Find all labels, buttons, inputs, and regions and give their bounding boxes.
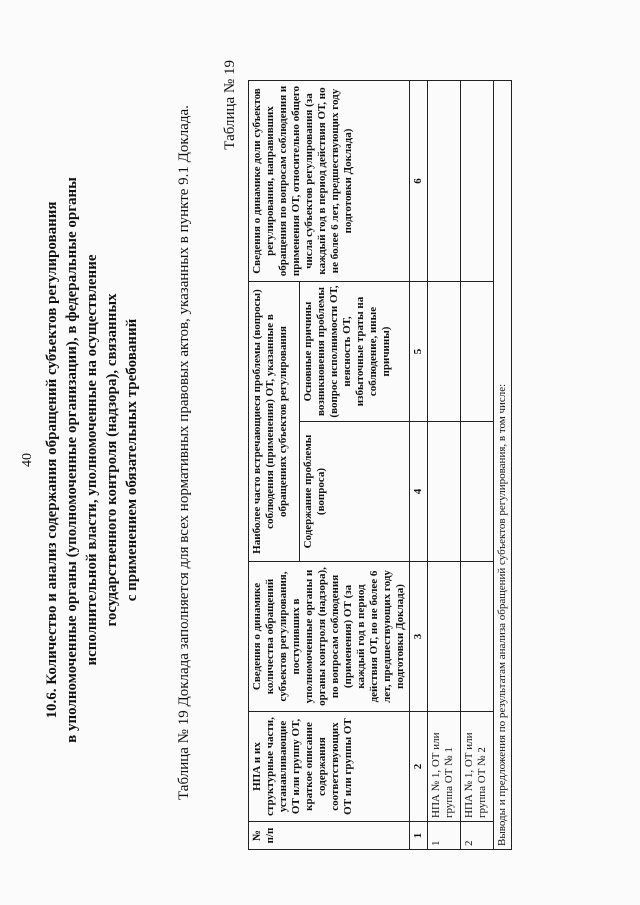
- table-cell: [461, 422, 494, 562]
- header-dynamics: Сведения о динамике количества обращений субъектов регулирования, поступивших в уполномоченные органы и органы контроля (надзора), по вопросам соблюдения (применения) ОТ (за каждый год в период действия ОТ, но не более 6 лет, предшествующих году подготовки Доклада): [249, 562, 410, 712]
- header-problem-causes: Основные причины возникновения проблемы (вопрос исполнимости ОТ, неясность ОТ, избыточные траты на соблюдение, иные причины): [299, 282, 409, 422]
- column-numbers-row: [410, 81, 428, 850]
- table-row: [428, 81, 461, 850]
- table-cell: [428, 422, 461, 562]
- heading-line: с применением обязательных требований: [124, 318, 140, 602]
- column-number: 2: [410, 712, 428, 822]
- header-problems-group: Наиболее часто встречающиеся проблемы (вопросы) соблюдения (применения) ОТ, указанные в обращениях субъектов регулирования: [249, 282, 300, 562]
- table-19: [248, 80, 512, 850]
- table-cell: [461, 81, 494, 282]
- heading-line: исполнительной власти, уполномоченные на осуществление: [84, 254, 100, 666]
- header-num: № п/п: [249, 822, 410, 850]
- table-cell: [428, 282, 461, 422]
- page-number: 40: [20, 453, 35, 467]
- intro-paragraph: Таблица № 19 Доклада заполняется для всех нормативных правовых актов, указанных в пункте 9.1 Доклада.: [176, 105, 192, 800]
- column-number: 4: [410, 422, 428, 562]
- heading-line: в уполномоченные органы (уполномоченные организации), в федеральные органы: [64, 177, 80, 743]
- header-npa: НПА и их структурные части, устанавливающие ОТ или группу ОТ, краткое описание содержания соответствующих ОТ или группы ОТ: [249, 712, 410, 822]
- header-problem-content: Содержание проблемы (вопроса): [299, 422, 409, 562]
- row-npa: НПА № 1, ОТ или группа ОТ № 1: [428, 712, 461, 822]
- table-cell: [461, 282, 494, 422]
- section-heading: [42, 80, 142, 840]
- heading-line: 10.6. Количество и анализ содержания обращений субъектов регулирования: [44, 201, 60, 719]
- table-cell: [428, 562, 461, 712]
- summary-text: Выводы и предложения по результатам анализа обращений субъектов регулирования, в том числе:: [494, 81, 512, 850]
- table-row: [461, 81, 494, 850]
- header-share: Сведения о динамике доли субъектов регулирования, направивших обращения по вопросам соблюдения и применения ОТ, относительно общего числа субъектов регулирования (за каждый год в период действия ОТ, но не более 6 лет, предшествующих году подготовки Доклада): [249, 81, 410, 282]
- row-number: 1: [428, 822, 461, 850]
- column-number: 3: [410, 562, 428, 712]
- row-npa: НПА № 1, ОТ или группа ОТ № 2: [461, 712, 494, 822]
- table-caption: Таблица № 19: [222, 60, 238, 150]
- column-number: 1: [410, 822, 428, 850]
- rotated-content: [10, 40, 630, 880]
- table-cell: [428, 81, 461, 282]
- header-row: [249, 81, 300, 850]
- row-number: 2: [461, 822, 494, 850]
- summary-row: [494, 81, 512, 850]
- table-cell: [461, 562, 494, 712]
- column-number: 6: [410, 81, 428, 282]
- heading-line: государственного контроля (надзора), связанных: [104, 293, 120, 627]
- column-number: 5: [410, 282, 428, 422]
